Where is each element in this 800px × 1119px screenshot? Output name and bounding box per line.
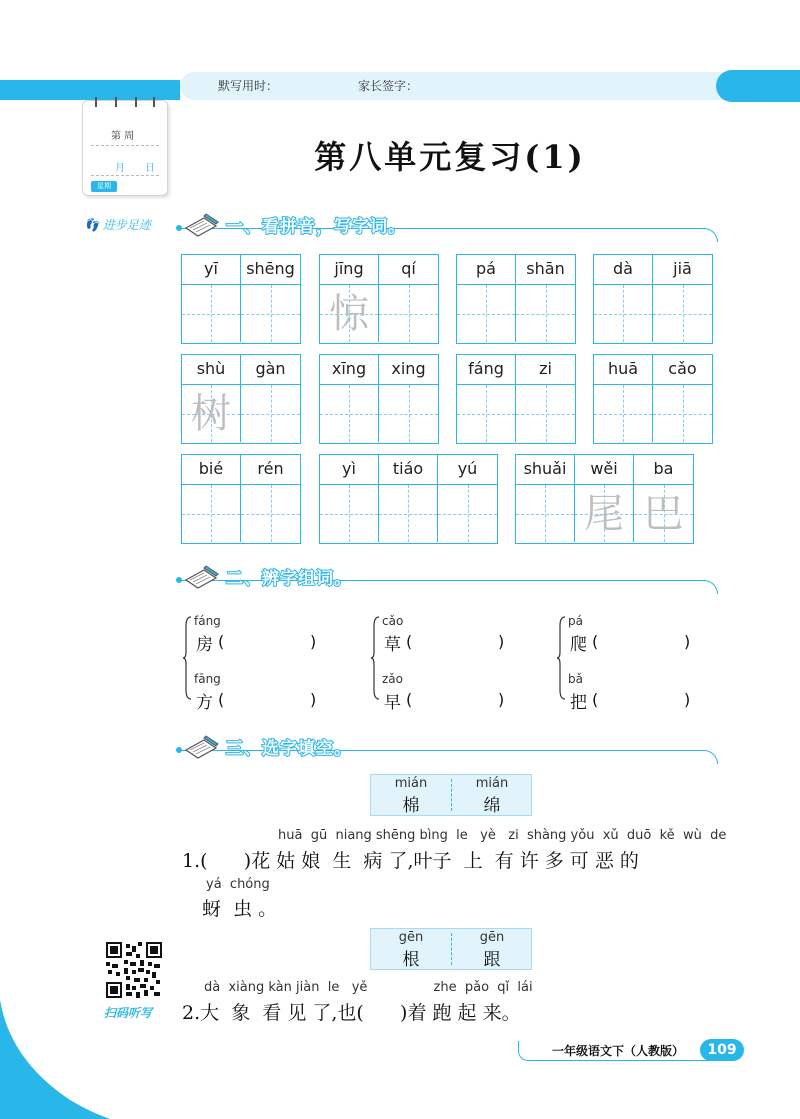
character-pair xyxy=(556,612,716,713)
scan-to-dictate-label: 扫码听写 xyxy=(104,1006,153,1020)
pinyin: rén xyxy=(257,459,284,478)
notebook-pen-icon xyxy=(182,210,222,240)
pinyin: yì xyxy=(320,455,379,484)
pinyin: gēn xyxy=(479,930,505,945)
pinyin: shēng xyxy=(246,259,295,278)
writing-box[interactable] xyxy=(241,485,300,542)
word-grid xyxy=(319,454,498,544)
pinyin: xing xyxy=(391,359,426,378)
character: 草 xyxy=(384,635,401,655)
character: 棉 xyxy=(402,796,420,816)
writing-box[interactable] xyxy=(457,285,516,342)
notebook-pen-icon xyxy=(182,562,222,592)
answer-paren-open: ( xyxy=(406,690,413,709)
choice-option xyxy=(371,775,451,816)
pinyin: mián xyxy=(475,776,509,791)
character: 爬 xyxy=(570,635,587,655)
pinyin: xīng xyxy=(320,355,379,384)
character-pair xyxy=(370,612,530,713)
writing-box[interactable] xyxy=(379,385,438,442)
character: 根 xyxy=(402,950,420,970)
pinyin: tiáo xyxy=(379,455,438,484)
pinyin: pá xyxy=(457,255,516,284)
answer-paren-open: ( xyxy=(218,632,225,651)
word-grid xyxy=(456,254,576,344)
word-grid xyxy=(515,454,694,544)
pinyin: bǎ xyxy=(568,672,583,686)
character: 方 xyxy=(196,693,213,713)
month-label: 月 xyxy=(115,163,125,174)
trace-character: 惊 xyxy=(329,291,369,337)
writing-box[interactable] xyxy=(594,285,653,342)
section-header-3 xyxy=(180,732,720,764)
writing-box[interactable] xyxy=(575,485,634,542)
writing-box[interactable] xyxy=(634,485,693,542)
page-title: 第八单元复习(1) xyxy=(314,138,586,176)
sentence-text: 2.大 象 看 见 了,也( )着 跑 起 来。 xyxy=(182,1002,521,1024)
word-grid xyxy=(319,254,439,344)
pinyin: jīng xyxy=(320,255,379,284)
book-label: 一年级语文下（人教版） xyxy=(552,1044,685,1058)
word-grid xyxy=(593,254,713,344)
pinyin: huā xyxy=(594,355,653,384)
pinyin: fāng xyxy=(194,672,221,686)
word-grid xyxy=(593,354,713,444)
character: 跟 xyxy=(483,950,501,970)
page-number: 109 xyxy=(700,1039,744,1061)
pinyin: wěi xyxy=(575,455,634,484)
trace-character: 树 xyxy=(191,391,231,437)
header-banner-right xyxy=(716,70,800,102)
section-title: 三、选字填空。 xyxy=(226,739,352,759)
notebook-pen-icon xyxy=(182,732,222,762)
progress-footprint-label xyxy=(84,216,151,233)
word-grid xyxy=(181,354,301,444)
writing-box[interactable] xyxy=(182,485,241,542)
corner-decoration xyxy=(0,1000,110,1119)
word-grid xyxy=(319,354,439,444)
dictation-time-label: 默写用时： xyxy=(218,79,279,93)
parent-signature-label: 家长签字： xyxy=(358,79,419,93)
writing-box[interactable] xyxy=(379,285,438,342)
writing-box[interactable] xyxy=(653,285,712,342)
pinyin: shù xyxy=(182,355,241,384)
writing-box[interactable] xyxy=(516,485,575,542)
answer-paren-open: ( xyxy=(218,690,225,709)
pinyin: shuǎi xyxy=(516,455,575,484)
pinyin: qí xyxy=(401,259,416,278)
pinyin: cǎo xyxy=(382,614,404,628)
pinyin: pá xyxy=(568,614,583,628)
brace-icon xyxy=(182,616,192,700)
pinyin: shān xyxy=(526,259,565,278)
answer-paren-close: ) xyxy=(310,690,317,709)
sentence-pinyin: dà xiàng kàn jiàn le yě zhe pǎo qǐ lái xyxy=(204,980,533,995)
pinyin: zǎo xyxy=(382,672,403,686)
section-title: 一、看拼音，写字词。 xyxy=(226,217,406,237)
choice-box xyxy=(370,928,532,970)
binder-ring-icon xyxy=(91,91,101,107)
answer-paren-close: ) xyxy=(684,632,691,651)
pinyin: gàn xyxy=(255,359,286,378)
sentence-pinyin: yá chóng xyxy=(206,877,270,892)
character: 绵 xyxy=(483,796,501,816)
choice-option xyxy=(452,929,532,970)
answer-paren-open: ( xyxy=(592,632,599,651)
writing-box[interactable] xyxy=(241,385,300,442)
word-grid xyxy=(181,454,301,544)
section-title: 二、辨字组词。 xyxy=(226,569,352,589)
answer-paren-close: ) xyxy=(310,632,317,651)
section-header-2 xyxy=(180,562,720,594)
pinyin: fáng xyxy=(194,614,221,628)
pinyin: dà xyxy=(594,255,653,284)
pinyin: fáng xyxy=(457,355,516,384)
pinyin: yú xyxy=(457,459,478,478)
writing-box[interactable] xyxy=(379,485,438,542)
weekday-tag: 星期 xyxy=(91,181,117,192)
pinyin: mián xyxy=(394,776,428,791)
writing-box[interactable] xyxy=(516,285,575,342)
footprint-icon: 👣 xyxy=(84,218,99,232)
writing-box[interactable] xyxy=(594,385,653,442)
binder-ring-icon xyxy=(111,91,121,107)
choice-box xyxy=(370,774,532,816)
choice-option xyxy=(371,929,451,970)
character: 房 xyxy=(196,635,213,655)
binder-ring-icon xyxy=(131,91,141,107)
brace-icon xyxy=(556,616,566,700)
trace-character: 巴 xyxy=(643,491,684,537)
sentence-text: 蚜 虫 。 xyxy=(202,898,278,920)
writing-box[interactable] xyxy=(241,285,300,342)
character: 把 xyxy=(570,693,587,713)
week-label: 第 周 xyxy=(111,131,135,142)
header-banner xyxy=(180,72,740,100)
pinyin: cǎo xyxy=(668,359,697,378)
writing-box[interactable] xyxy=(320,385,379,442)
pinyin: gēn xyxy=(398,930,424,945)
answer-paren-close: ) xyxy=(684,690,691,709)
character: 早 xyxy=(384,693,401,713)
binder-ring-icon xyxy=(149,91,159,107)
writing-box[interactable] xyxy=(653,385,712,442)
answer-paren-open: ( xyxy=(592,690,599,709)
pinyin: ba xyxy=(653,459,674,478)
footprint-text: 进步足迹 xyxy=(102,218,151,232)
qr-code-icon[interactable] xyxy=(106,942,162,998)
pinyin: bié xyxy=(182,455,241,484)
trace-character: 尾 xyxy=(584,491,624,537)
answer-paren-close: ) xyxy=(498,690,505,709)
day-label: 日 xyxy=(145,163,155,174)
character-pair xyxy=(182,612,342,713)
answer-paren-close: ) xyxy=(498,632,505,651)
writing-box[interactable] xyxy=(457,385,516,442)
word-grid xyxy=(456,354,576,444)
sentence-text: 1.( )花 姑 娘 生 病 了,叶子 上 有 许 多 可 恶 的 xyxy=(182,850,639,872)
pinyin: jiā xyxy=(673,259,692,278)
section-header-1 xyxy=(180,210,720,242)
word-grid xyxy=(181,254,301,344)
writing-box[interactable] xyxy=(320,285,379,342)
writing-box[interactable] xyxy=(182,385,241,442)
sentence-pinyin: huā gū niang shēng bìng le yè zi shàng yǒu xǔ duō kě wù de xyxy=(278,828,727,843)
choice-option xyxy=(452,775,532,816)
pinyin: yī xyxy=(182,255,241,284)
writing-box[interactable] xyxy=(438,485,497,542)
brace-icon xyxy=(370,616,380,700)
pinyin: zi xyxy=(539,359,552,378)
writing-box[interactable] xyxy=(182,285,241,342)
writing-box[interactable] xyxy=(320,485,379,542)
writing-box[interactable] xyxy=(516,385,575,442)
answer-paren-open: ( xyxy=(406,632,413,651)
